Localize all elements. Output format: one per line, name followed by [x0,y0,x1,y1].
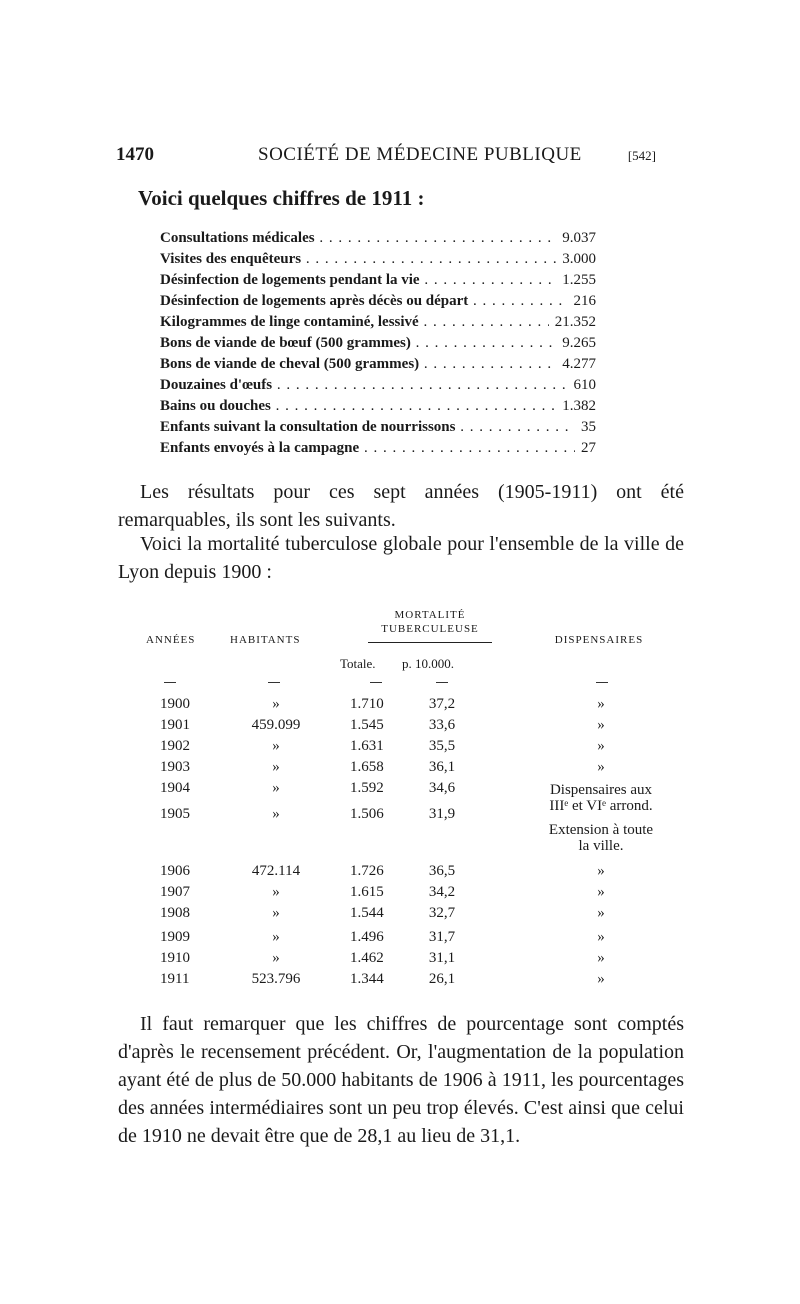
stats-value: 9.265 [556,335,596,352]
dash [268,682,280,683]
cell-habitants: » [272,929,280,945]
dash [596,682,608,683]
header-totale: Totale. [340,656,376,671]
cell-dispensaires: » [597,929,605,945]
header-p10000: p. 10.000. [402,656,454,671]
intro-line: Voici quelques chiffres de 1911 : [138,186,425,210]
stats-list [160,230,596,461]
stats-label: Bains ou douches . . . [160,398,596,415]
table-row [134,800,714,863]
cell-totale: 1.615 [350,884,384,900]
cell-totale: 1.462 [350,950,384,966]
stats-label: Désinfection de logements après décès ou départ . . . [160,293,596,310]
stats-label: Visites des enquêteurs . . . [160,251,596,268]
stats-item [160,440,596,461]
stats-item [160,230,596,251]
running-header [116,144,656,170]
stats-item [160,335,596,356]
stats-value: 9.037 [556,230,596,247]
paragraph-mortality-intro: Voici la mortalité tuberculose globale pour l'ensemble de la ville de Lyon depuis 1900 : [118,533,684,583]
header-mortalite-rule [368,642,492,643]
page-number: 1470 [116,144,154,165]
stats-label: Douzaines d'œufs . . . [160,377,596,394]
table-row [134,717,714,738]
cell-habitants: 472.114 [251,863,301,879]
cell-dispensaires: » [597,950,605,966]
cell-p10000: 34,6 [428,780,456,796]
cell-habitants: 523.796 [251,971,301,987]
cell-totale: 1.658 [350,759,384,775]
stats-item [160,272,596,293]
header-mortalite-line1: MORTALITÉ [394,609,466,621]
cell-totale: 1.592 [350,780,384,796]
cell-p10000: 35,5 [428,738,456,754]
cell-dispensaires: » [597,884,605,900]
cell-year: 1902 [160,738,190,754]
cell-year: 1900 [160,696,190,712]
table-row [134,738,714,759]
header-habitants: HABITANTS [230,634,301,646]
dash [436,682,448,683]
table-row [134,929,714,950]
stats-label: Enfants suivant la consultation de nourrissons . . . [160,419,596,436]
stats-label: Bons de viande de cheval (500 grammes) . . . [160,356,596,373]
cell-year: 1903 [160,759,190,775]
mortality-table [134,604,714,992]
note-1905 [526,822,676,854]
table-row [134,971,714,992]
table-row [134,759,714,780]
paragraph-remark: Il faut remarquer que les chiffres de pourcentage sont comptés d'après le recensement précédent. Or, l'augmentation de la population ayant été de plus de 50.000 habitants de 1906 à 1911, les pourcentages des années intermédiaires sont un peu trop élevés. C'est ainsi que celui de 1910 ne devait être que de 28,1 au lieu de 31,1. [118,1013,684,1147]
table-row [134,950,714,971]
cell-habitants: » [272,950,280,966]
cell-p10000: 36,5 [428,863,456,879]
cell-habitants: » [272,905,280,921]
table-row [134,905,714,929]
dash [164,682,176,683]
cell-totale: 1.344 [350,971,384,987]
cell-year: 1908 [160,905,190,921]
cell-p10000: 31,7 [428,929,456,945]
stats-item [160,377,596,398]
stats-label: Consultations médicales . . . [160,230,596,247]
cell-dispensaires: » [597,863,605,879]
cell-p10000: 37,2 [428,696,456,712]
cell-p10000: 33,6 [428,717,456,733]
cell-totale: 1.726 [350,863,384,879]
stats-value: 610 [568,377,597,394]
cell-totale: 1.631 [350,738,384,754]
stats-label: Kilogrammes de linge contaminé, lessivé . . . [160,314,596,331]
cell-p10000: 32,7 [428,905,456,921]
note-1905-line1: Extension à toute [548,822,654,838]
table-row [134,863,714,884]
stats-value: 3.000 [556,251,596,268]
stats-label: Bons de viande de bœuf (500 grammes) . . . [160,335,596,352]
cell-p10000: 31,9 [428,806,456,822]
stats-value: 4.277 [556,356,596,373]
cell-totale: 1.496 [350,929,384,945]
stats-value: 216 [568,293,597,310]
cell-year: 1905 [160,806,190,822]
stats-label: Désinfection de logements pendant la vie . . . [160,272,596,289]
table-body [134,696,714,992]
cell-habitants: » [272,696,280,712]
stats-value: 27 [575,440,596,457]
cell-habitants: » [272,780,280,796]
paragraph-results: Les résultats pour ces sept années (1905-1911) ont été remarquables, ils sont les suivants. [118,481,684,531]
cell-year: 1901 [160,717,190,733]
stats-item [160,356,596,377]
header-dispensaires: DISPENSAIRES [554,634,644,646]
cell-p10000: 26,1 [428,971,456,987]
cell-year: 1909 [160,929,190,945]
stats-value: 35 [575,419,596,436]
header-dashes [134,682,714,696]
cell-year: 1904 [160,780,190,796]
cell-dispensaires: » [597,696,605,712]
cell-dispensaires: » [597,738,605,754]
note-1904-line1: Dispensaires aux [549,782,653,798]
cell-habitants: » [272,759,280,775]
running-title: SOCIÉTÉ DE MÉDECINE PUBLIQUE [258,144,582,165]
note-1905-line2: la ville. [578,838,624,854]
cell-dispensaires: » [597,759,605,775]
header-annees: ANNÉES [146,634,196,646]
cell-habitants: » [272,738,280,754]
stats-item [160,293,596,314]
table-row [134,884,714,905]
cell-totale: 1.544 [350,905,384,921]
stats-label: Enfants envoyés à la campagne . . . [160,440,596,457]
cell-totale: 1.506 [350,806,384,822]
cell-totale: 1.545 [350,717,384,733]
cell-habitants: 459.099 [251,717,301,733]
stats-value: 1.255 [556,272,596,289]
cell-p10000: 34,2 [428,884,456,900]
stats-item [160,419,596,440]
cell-p10000: 31,1 [428,950,456,966]
cell-year: 1910 [160,950,190,966]
dash [370,682,382,683]
cell-year: 1906 [160,863,190,879]
header-mortalite [360,608,500,636]
cell-habitants: » [272,884,280,900]
stats-item [160,314,596,335]
cell-year: 1911 [160,971,190,987]
page-reference: [542] [627,148,656,163]
cell-dispensaires: » [597,971,605,987]
stats-item [160,251,596,272]
cell-habitants: » [272,806,280,822]
note-1904-line2: IIIᵉ et VIᵉ arrond. [549,798,653,814]
cell-dispensaires: » [597,717,605,733]
cell-year: 1907 [160,884,190,900]
stats-item [160,398,596,419]
cell-totale: 1.710 [350,696,384,712]
cell-dispensaires: » [597,905,605,921]
table-header [134,604,714,682]
stats-value: 21.352 [549,314,596,331]
table-row [134,696,714,717]
header-mortalite-line2: TUBERCULEUSE [381,623,479,635]
stats-value: 1.382 [556,398,596,415]
cell-p10000: 36,1 [428,759,456,775]
